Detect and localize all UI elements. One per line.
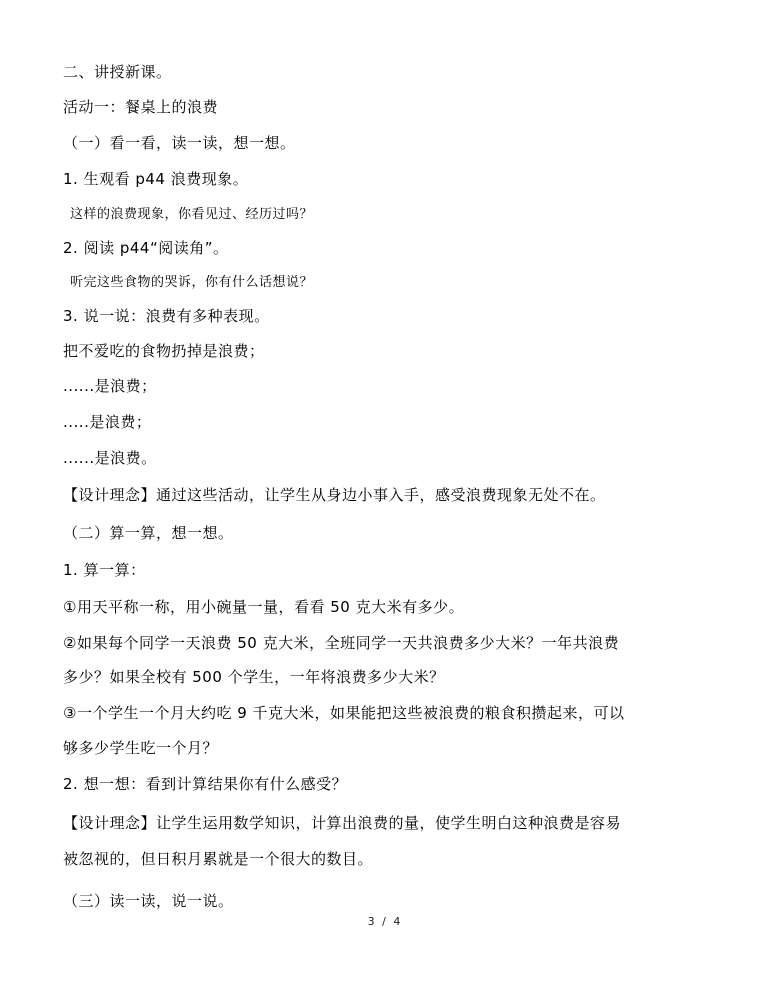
paragraph: 2. 阅读 p44“阅读角”。 [63, 239, 229, 257]
subsection-heading: （三）读一读，说一说。 [63, 892, 234, 910]
paragraph: ①用天平称一称，用小碗量一量，看看 50 克大米有多少。 [63, 598, 465, 616]
subsection-heading: （一）看一看，读一读，想一想。 [63, 134, 296, 152]
paragraph: 把不爱吃的食物扔掉是浪费； [63, 342, 265, 360]
paragraph: ③一个学生一个月大约吃 9 千克大米，如果能把这些被浪费的粮食积攒起来，可以 [63, 704, 625, 722]
design-note: 【设计理念】让学生运用数学知识，计算出浪费的量，使学生明白这种浪费是容易 [63, 814, 622, 832]
paragraph: 2. 想一想：看到计算结果你有什么感受？ [63, 775, 348, 793]
paragraph: ......是浪费。 [63, 449, 157, 467]
subsection-heading: （二）算一算，想一想。 [63, 524, 234, 542]
design-note: 被忽视的，但日积月累就是一个很大的数目。 [63, 850, 374, 868]
paragraph: ......是浪费； [63, 377, 157, 395]
design-note: 【设计理念】通过这些活动，让学生从身边小事入手，感受浪费现象无处不在。 [63, 486, 606, 504]
question-line: 这样的浪费现象，你看见过、经历过吗？ [70, 207, 314, 222]
paragraph: 多少？如果全校有 500 个学生，一年将浪费多少大米？ [63, 668, 445, 686]
section-heading: 二、讲授新课。 [63, 63, 172, 81]
paragraph: 1. 生观看 p44 浪费现象。 [63, 170, 249, 188]
paragraph: ②如果每个同学一天浪费 50 克大米，全班同学一天共浪费多少大米？一年共浪费 [63, 634, 620, 652]
page-number: 3 / 4 [367, 915, 403, 928]
paragraph: 3. 说一说：浪费有多种表现。 [63, 307, 270, 325]
activity-title: 活动一：餐桌上的浪费 [63, 98, 219, 116]
paragraph: 1. 算一算： [63, 561, 146, 579]
question-line: 听完这些食物的哭诉，你有什么话想说？ [70, 275, 314, 290]
paragraph: .....是浪费； [63, 413, 152, 431]
paragraph: 够多少学生吃一个月？ [63, 739, 219, 757]
